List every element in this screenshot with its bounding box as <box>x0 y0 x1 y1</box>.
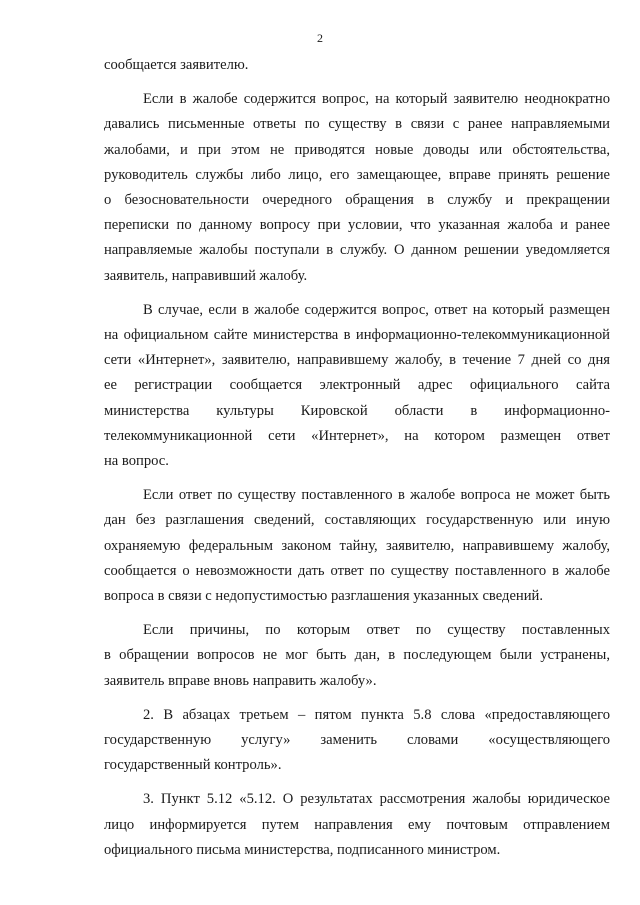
text-line: вопроса в связи с недопустимостью разглашения указанных сведений. <box>104 588 544 605</box>
text-line: в обращении вопросов не мог быть дан, в последующем были устранены, <box>104 647 610 664</box>
text-line: направляемые жалобы поступали в службу. О данном решении уведомляется <box>104 242 610 259</box>
paragraph-repeated-complaint <box>104 87 610 289</box>
text-line: Если причины, по которым ответ по существу поставленных <box>143 622 610 639</box>
page-number: 2 <box>317 31 323 45</box>
text-line: Если ответ по существу поставленного в жалобе вопроса не может быть <box>143 487 610 504</box>
text-line: сети «Интернет», заявителю, направившему жалобу, в течение 7 дней со дня <box>104 352 610 369</box>
paragraph-item-3 <box>104 787 610 863</box>
document-body <box>104 53 610 863</box>
text-line: переписки по данному вопросу при условии, что указанная жалоба и ранее <box>104 217 610 234</box>
paragraph-continuation <box>104 53 610 78</box>
text-line: государственный контроль». <box>104 757 282 774</box>
text-line: на официальном сайте министерства в информационно-телекоммуникационной <box>104 327 610 344</box>
text-line: государственную услугу» заменить словами «осуществляющего <box>104 732 610 749</box>
text-line: жалобами, и при этом не приводятся новые доводы или обстоятельства, <box>104 141 610 158</box>
text-line: руководитель службы либо лицо, его замещающее, вправе принять решение <box>104 166 610 183</box>
text-line: дан без разглашения сведений, составляющих государственную или иную <box>104 512 610 529</box>
text-line: министерства культуры Кировской области в информационно- <box>104 402 610 419</box>
text-line: сообщается заявителю. <box>104 57 249 73</box>
text-line: телекоммуникационной сети «Интернет», на котором размещен ответ <box>104 427 610 444</box>
text-line: охраняемую федеральным законом тайну, заявителю, направившему жалобу, <box>104 537 610 554</box>
text-line: на вопрос. <box>104 453 169 470</box>
paragraph-secret-information <box>104 483 610 609</box>
text-line: заявитель, направивший жалобу. <box>104 267 308 284</box>
text-line: сообщается о невозможности дать ответ по существу поставленного в жалобе <box>104 562 610 579</box>
text-line: официального письма министерства, подписанного министром. <box>104 841 501 858</box>
paragraph-reasons-eliminated <box>104 618 610 694</box>
text-line: давались письменные ответы по существу в связи с ранее направляемыми <box>104 116 610 133</box>
text-line: ее регистрации сообщается электронный адрес официального сайта <box>104 377 610 394</box>
paragraph-item-2 <box>104 703 610 779</box>
text-line: В случае, если в жалобе содержится вопрос, ответ на который размещен <box>143 301 610 318</box>
text-line: заявитель вправе вновь направить жалобу». <box>104 672 377 689</box>
text-line: 3. Пункт 5.12 «5.12. О результатах рассмотрения жалобы юридическое <box>143 791 610 808</box>
text-line: о безосновательности очередного обращения в службу и прекращении <box>104 192 610 209</box>
text-line: 2. В абзацах третьем – пятом пункта 5.8 слова «предоставляющего <box>143 706 610 723</box>
paragraph-answer-published <box>104 298 610 474</box>
text-line: лицо информируется путем направления ему почтовым отправлением <box>104 816 610 833</box>
text-line: Если в жалобе содержится вопрос, на который заявителю неоднократно <box>143 91 610 108</box>
